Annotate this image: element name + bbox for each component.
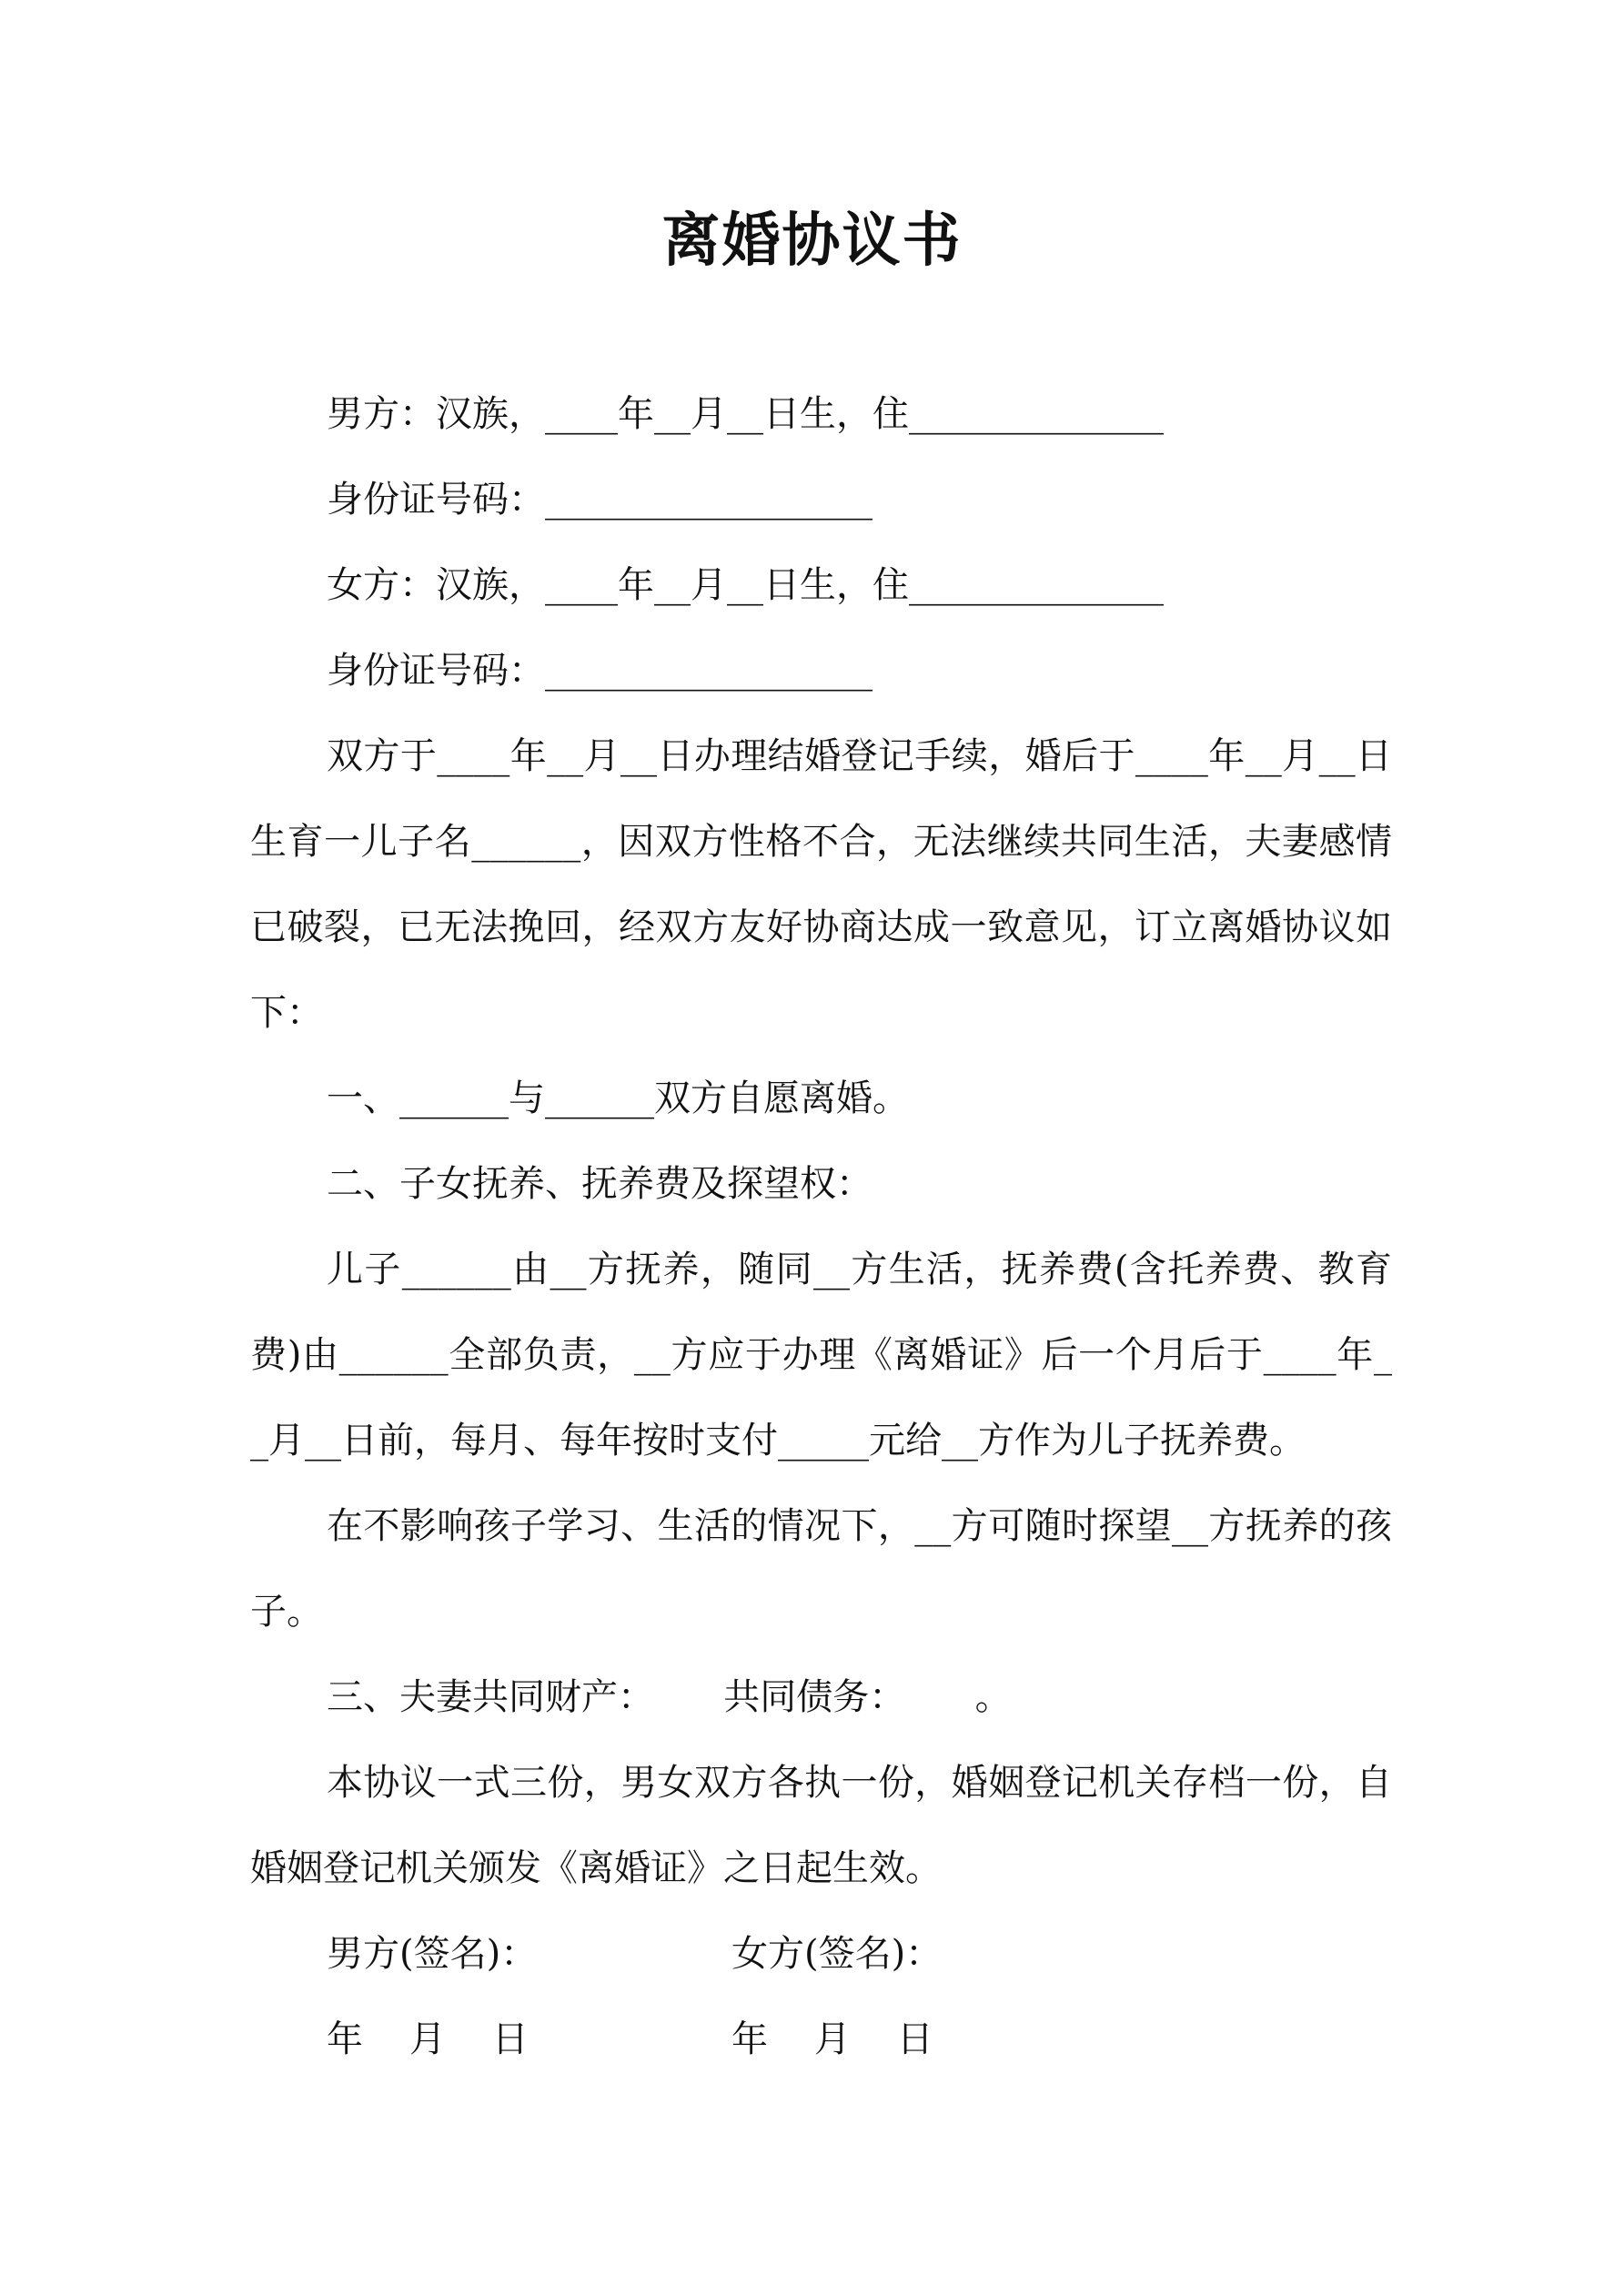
- female-signature-label: 女方(签名)：: [731, 1933, 943, 1975]
- document-title: 离婚协议书: [661, 207, 963, 275]
- clause-one: 一、______与______双方自愿离婚。: [327, 1077, 909, 1119]
- female-party-line: 女方：汉族，____年__月__日生，住______________: [327, 564, 1164, 606]
- date-row: [250, 1997, 1392, 2082]
- clause-three-property: 三、夫妻共同财产： 共同债务： 。: [327, 1676, 1012, 1718]
- document-body: [250, 371, 1392, 2082]
- female-id-line: 身份证号码：__________________: [327, 650, 873, 692]
- clause-two-heading: 二、子女抚养、抚养费及探望权：: [327, 1163, 873, 1205]
- visitation-paragraph: 在不影响孩子学习、生活的情况下，__方可随时探望__方抚养的孩子。: [250, 1505, 1392, 1633]
- male-signature-label: 男方(签名)：: [327, 1933, 538, 1975]
- effectiveness-paragraph: 本协议一式三份，男女双方各执一份，婚姻登记机关存档一份，自婚姻登记机关颁发《离婚证》之日起生效。: [250, 1762, 1392, 1889]
- marriage-background-paragraph: 双方于____年__月__日办理结婚登记手续，婚后于____年__月__日生育一儿子名______，因双方性格不合，无法继续共同生活，夫妻感情已破裂，已无法挽回，经双方友好协商达成一致意见，订立离婚协议如下：: [250, 735, 1392, 1034]
- female-date-line: 年 月 日: [731, 2018, 933, 2060]
- child-support-paragraph: 儿子______由__方抚养，随同__方生活，抚养费(含托养费、教育费)由______全部负责，__方应于办理《离婚证》后一个月后于____年__月__日前，每月、每年按时支付_____元给__方作为儿子抚养费。: [250, 1249, 1392, 1462]
- male-id-line: 身份证号码：__________________: [327, 479, 873, 521]
- signature-row: [250, 1911, 1392, 1997]
- male-date-line: 年 月 日: [327, 2018, 529, 2060]
- male-party-line: 男方：汉族，____年__月__日生，住______________: [327, 393, 1164, 435]
